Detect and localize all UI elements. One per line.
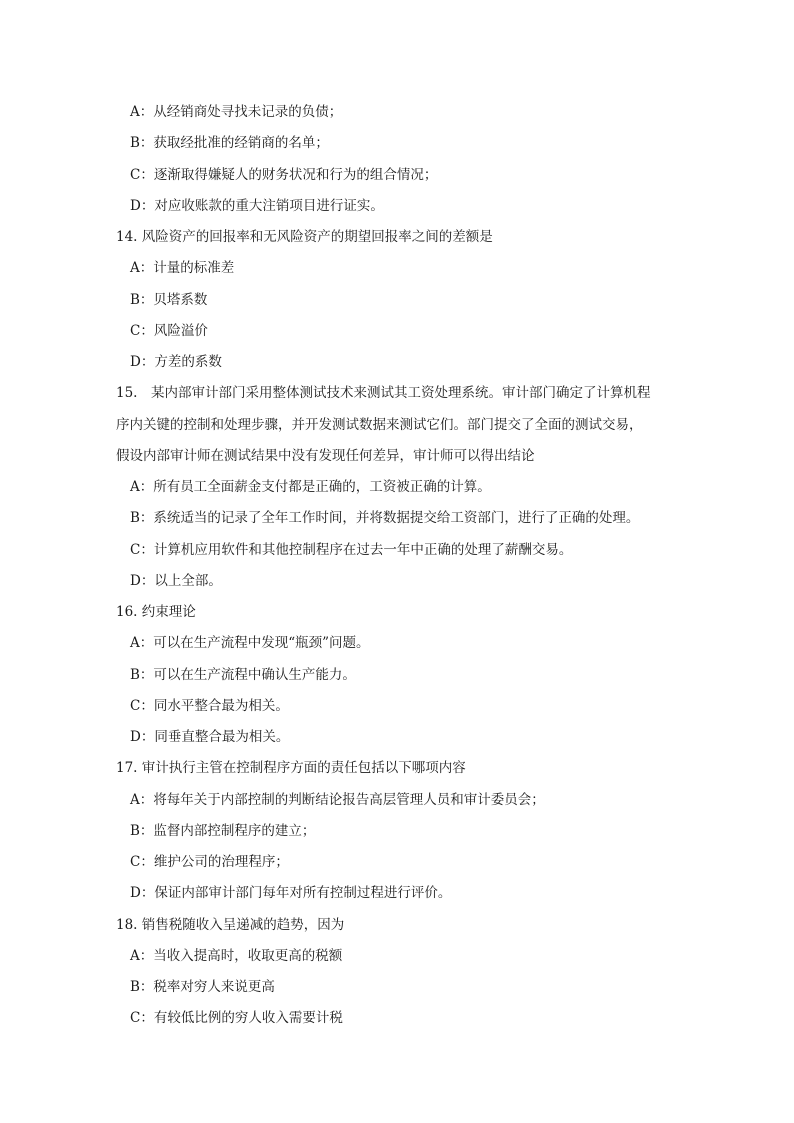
document-body bbox=[116, 97, 682, 1035]
q16-option-a: A：可以在生产流程中发现“瓶颈”问题。 bbox=[130, 635, 370, 652]
q14-option-d: D：方差的系数 bbox=[130, 354, 222, 370]
q14-option-b: B：贝塔系数 bbox=[130, 291, 208, 308]
q18-stem: 18. 销售税随收入呈递减的趋势，因为 bbox=[116, 916, 345, 933]
q13-option-b: B：获取经批准的经销商的名单； bbox=[130, 135, 329, 152]
q14-option-a: A：计量的标准差 bbox=[130, 260, 235, 277]
q15-option-d: D：以上全部。 bbox=[130, 572, 222, 589]
q16-option-b: B：可以在生产流程中确认生产能力。 bbox=[130, 666, 356, 683]
q15-stem-line-3: 假设内部审计师在测试结果中没有发现任何差异，审计师可以得出结论 bbox=[116, 447, 535, 464]
q13-option-d: D：对应收账款的重大注销项目进行证实。 bbox=[130, 197, 384, 214]
q18-option-a: A：当收入提高时，收取更高的税额 bbox=[130, 947, 343, 964]
q16-option-c: C：同水平整合最为相关。 bbox=[130, 697, 289, 714]
q17-option-b: B：监督内部控制程序的建立； bbox=[130, 822, 316, 839]
q15-option-c: C：计算机应用软件和其他控制程序在过去一年中正确的处理了薪酬交易。 bbox=[130, 541, 573, 558]
q15-stem-line-2: 序内关键的控制和处理步骤，并开发测试数据来测试它们。部门提交了全面的测试交易， bbox=[116, 416, 643, 433]
q13-option-c: C：逐渐取得嫌疑人的财务状况和行为的组合情况； bbox=[130, 166, 438, 183]
q17-option-a: A：将每年关于内部控制的判断结论报告高层管理人员和审计委员会； bbox=[130, 791, 545, 808]
q18-option-c: C：有较低比例的穷人收入需要计税 bbox=[130, 1010, 343, 1027]
q17-stem: 17. 审计执行主管在控制程序方面的责任包括以下哪项内容 bbox=[116, 760, 466, 777]
q14-option-c: C：风险溢价 bbox=[130, 322, 208, 339]
q15-stem-line-1: 15. 某内部审计部门采用整体测试技术来测试其工资处理系统。审计部门确定了计算机程 bbox=[116, 385, 651, 402]
q14-stem: 14. 风险资产的回报率和无风险资产的期望回报率之间的差额是 bbox=[116, 229, 493, 245]
q16-stem: 16. 约束理论 bbox=[116, 604, 196, 620]
q15-option-a: A：所有员工全面薪金支付都是正确的，工资被正确的计算。 bbox=[130, 479, 491, 495]
q18-option-b: B：税率对穷人来说更高 bbox=[130, 979, 275, 995]
q17-option-c: C：维护公司的治理程序； bbox=[130, 854, 289, 870]
q16-option-d: D：同垂直整合最为相关。 bbox=[130, 729, 290, 745]
q13-option-a: A：从经销商处寻找未记录的负债； bbox=[130, 104, 343, 120]
q17-option-d: D：保证内部审计部门每年对所有控制过程进行评价。 bbox=[130, 885, 452, 902]
q15-option-b: B：系统适当的记录了全年工作时间，并将数据提交给工资部门，进行了正确的处理。 bbox=[130, 510, 640, 527]
